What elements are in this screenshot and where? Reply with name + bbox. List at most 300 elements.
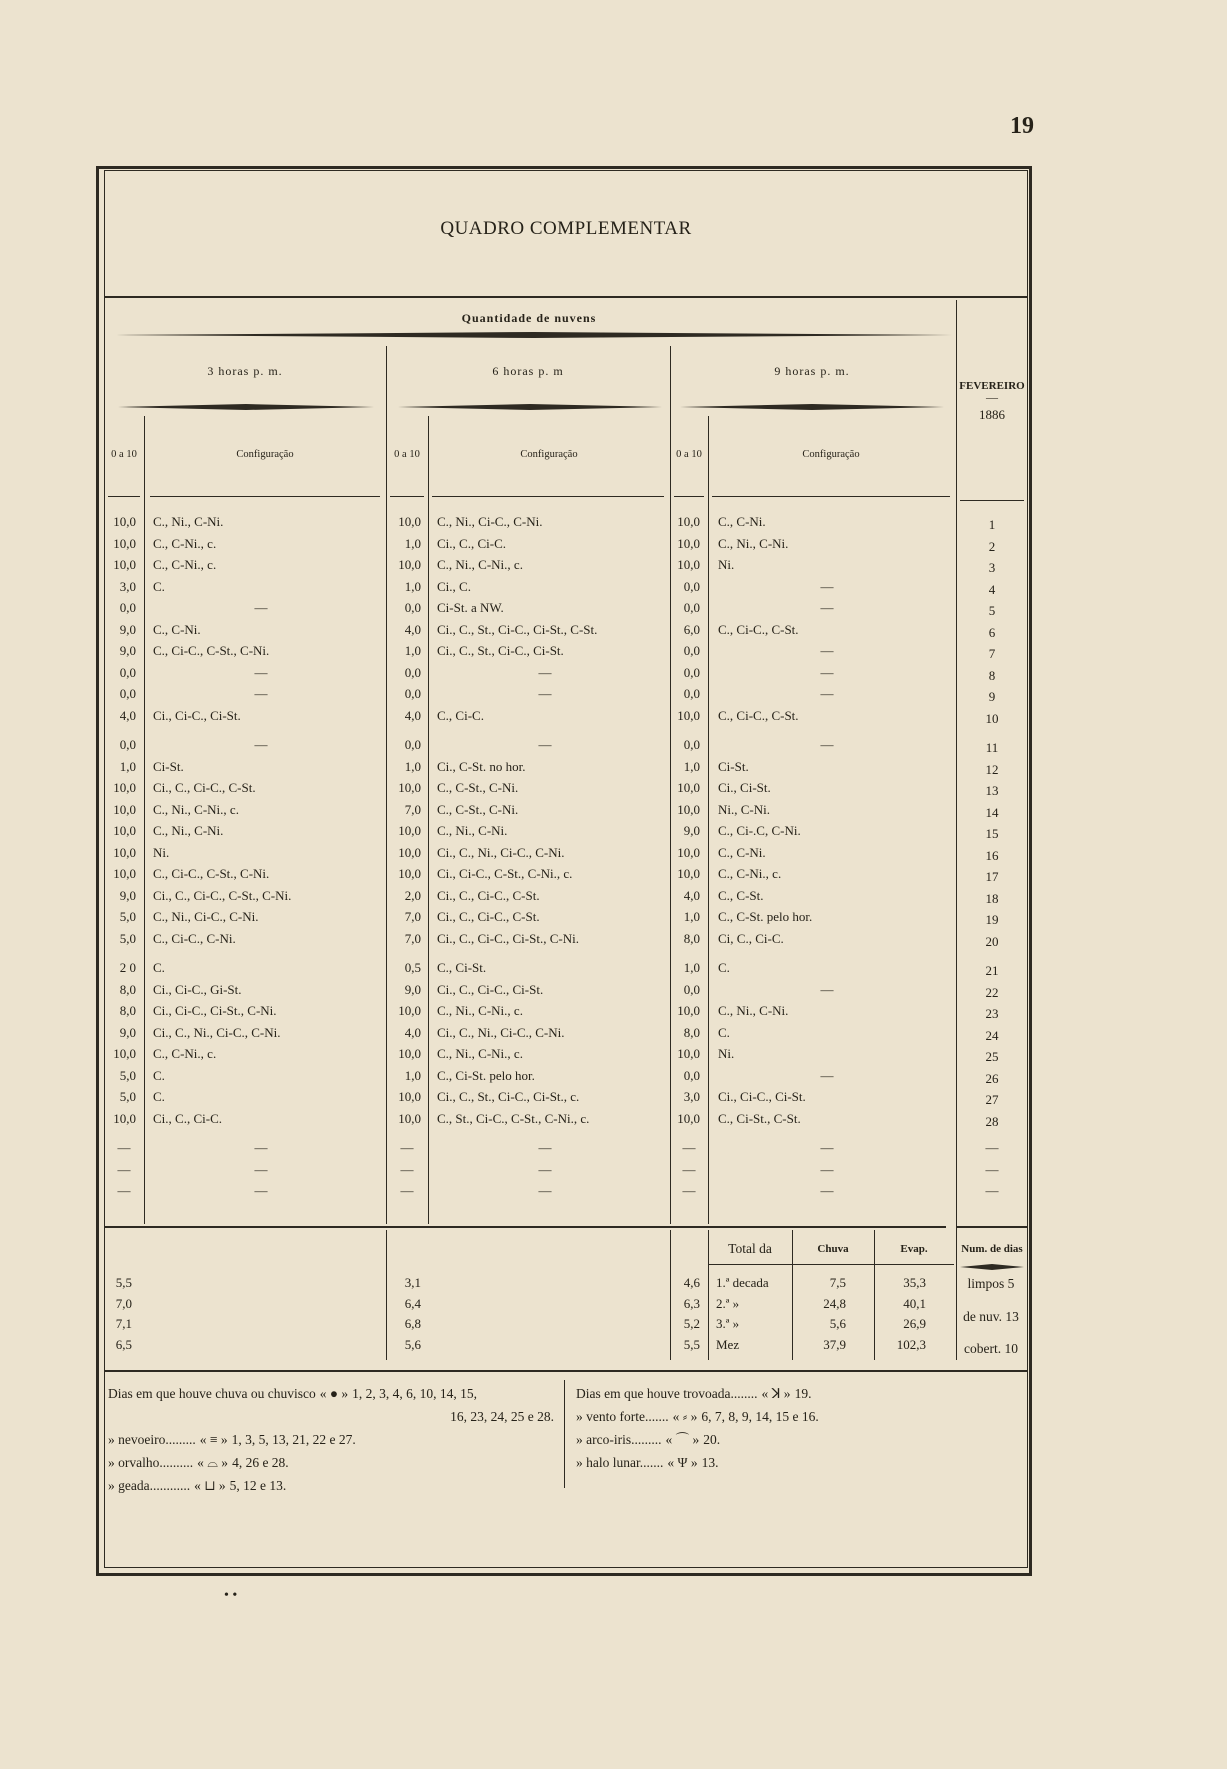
amount-3pm: — (117, 1183, 131, 1198)
config-9pm: Ni., C-Ni. (718, 801, 770, 817)
config-6pm: — (538, 1161, 552, 1177)
legend-label: Dias em que houve chuva ou chuvisco (108, 1386, 316, 1401)
config-9pm: C., Ni., C-Ni. (718, 1003, 789, 1018)
amount-6pm: 1,0 (404, 758, 421, 774)
amount-3pm: 0,0 (119, 664, 136, 680)
config-3pm: C. (153, 578, 165, 594)
config-6pm: Ci., C., Ci-C., C-St. (437, 887, 540, 903)
amount-9pm: 0,0 (683, 981, 700, 997)
config-3pm: — (254, 1161, 268, 1177)
config-3pm: C., Ci-C., C-Ni. (153, 930, 236, 946)
summary-amount-3pm: 7,1 (115, 1316, 132, 1331)
config-3pm: — (254, 686, 268, 701)
day-number: 7 (988, 646, 996, 661)
weather-symbol-icon: « ≡ » (199, 1432, 228, 1447)
config-6pm: Ci., C., Ci-C., Ci-St., C-Ni. (437, 930, 579, 946)
amount-9pm: 0,0 (683, 600, 700, 615)
day-number: 12 (985, 761, 999, 777)
data-bottom-rule-month (956, 1226, 1028, 1228)
amount-6pm: 1,0 (404, 535, 421, 551)
legend-row (108, 1386, 554, 1401)
amount-9pm: 3,0 (683, 1089, 700, 1104)
day-number: 13 (985, 783, 999, 798)
amount-3pm: 0,0 (119, 600, 136, 615)
legend-label: » arco-iris......... (576, 1432, 662, 1447)
config-6pm: C., Ni., C-Ni., c. (437, 557, 523, 572)
amount-9pm: 0,0 (683, 737, 700, 752)
legend-label: » nevoeiro......... (108, 1432, 196, 1447)
amount-3pm: 4,0 (119, 707, 136, 723)
config-9pm: — (820, 981, 834, 997)
summary-evap-header: Evap. (900, 1243, 928, 1255)
legend-label: Dias em que houve trovoada........ (576, 1386, 758, 1401)
config-3pm: C., Ci-C., C-St., C-Ni. (153, 866, 270, 881)
summary-total-header: Total da (728, 1241, 772, 1256)
config-9pm: — (820, 578, 834, 594)
config-6pm: C., C-St., C-Ni. (437, 801, 519, 817)
config-9pm: C., Ci-C., C-St. (718, 707, 799, 723)
config-6pm: Ci., Ci-C., C-St., C-Ni., c. (437, 866, 573, 881)
config-6pm: Ci., C-St. no hor. (437, 758, 526, 774)
config-3pm: C., C-Ni. (153, 621, 201, 637)
period-swell-9pm (680, 404, 944, 410)
legend-days: 16, 23, 24, 25 e 28. (450, 1409, 554, 1424)
day-number: 19 (985, 912, 999, 927)
header-rule (432, 496, 664, 497)
config-3pm: — (254, 1140, 268, 1155)
amount-9pm: 4,0 (683, 887, 700, 903)
config-6pm: Ci., C., Ni., Ci-C., C-Ni. (437, 1024, 565, 1040)
weather-symbol-icon: « ⌒ » (665, 1432, 700, 1447)
day-number: 14 (985, 804, 999, 820)
amount-6pm: 0,0 (404, 664, 421, 680)
summary-evap: 102,3 (896, 1336, 926, 1352)
amount-3pm: — (117, 1140, 131, 1155)
config-6pm: C., St., Ci-C., C-St., C-Ni., c. (437, 1110, 590, 1126)
amount-divider-9 (708, 416, 709, 1224)
amount-header-9pm: 0 a 10 (676, 449, 702, 460)
config-3pm: — (254, 664, 268, 680)
config-3pm: C., Ni., C-Ni. (153, 823, 224, 838)
summary-amount-3pm: 5,5 (115, 1275, 132, 1290)
config-3pm: Ci., C., Ci-C. (153, 1110, 222, 1126)
config-9pm: Ci., Ci-St. (718, 780, 771, 795)
header-rule (960, 500, 1024, 501)
config-3pm: C. (153, 1089, 165, 1104)
day-number: 8 (988, 667, 996, 683)
amount-6pm: 10,0 (398, 1003, 421, 1018)
amount-9pm: 9,0 (683, 823, 700, 838)
config-6pm: Ci., C., St., Ci-C., Ci-St. (437, 643, 564, 658)
config-9pm: C. (718, 960, 730, 975)
legend-days: 4, 26 e 28. (232, 1455, 289, 1470)
amount-9pm: 10,0 (677, 1046, 700, 1061)
amount-9pm: 1,0 (683, 960, 700, 975)
summary-amount-3pm: 7,0 (115, 1295, 132, 1311)
amount-9pm: 1,0 (683, 758, 700, 774)
summary-days-header: Num. de dias (961, 1243, 1023, 1255)
amount-3pm: 10,0 (113, 1046, 136, 1061)
amount-6pm: 2,0 (404, 887, 421, 903)
header-rule (390, 496, 424, 497)
amount-9pm: 10,0 (677, 801, 700, 817)
config-9pm: — (820, 686, 834, 701)
summary-rain: 37,9 (823, 1336, 846, 1352)
legend-label: » vento forte....... (576, 1409, 669, 1424)
summary-period: Mez (716, 1336, 740, 1352)
header-rule (150, 496, 380, 497)
header-rule (108, 496, 140, 497)
legend-row (576, 1455, 1022, 1470)
day-number: 17 (985, 869, 999, 884)
amount-9pm: 10,0 (677, 1003, 700, 1018)
amount-6pm: 1,0 (404, 1067, 421, 1083)
amount-6pm: 10,0 (398, 1046, 421, 1061)
config-9pm: — (820, 1183, 834, 1198)
amount-9pm: 6,0 (683, 621, 700, 637)
summary-evap: 35,3 (903, 1275, 926, 1290)
day-number: 27 (985, 1092, 999, 1107)
summary-amount-9pm: 4,6 (683, 1275, 700, 1290)
amount-3pm: 8,0 (119, 981, 136, 997)
day-number: 18 (985, 890, 999, 906)
config-3pm: C., C-Ni., c. (153, 1046, 217, 1061)
days-overcast: cobert. 10 (964, 1341, 1018, 1356)
config-6pm: C., Ci-St. pelo hor. (437, 1067, 535, 1083)
config-6pm: Ci., C. (437, 578, 471, 594)
amount-3pm: 5,0 (119, 909, 136, 924)
amount-3pm: 10,0 (113, 1110, 136, 1126)
amount-6pm: 10,0 (398, 866, 421, 881)
month-dash: — (986, 390, 998, 404)
summary-amount-9pm: 5,5 (683, 1336, 700, 1352)
summary-amount-9pm: 5,2 (683, 1316, 700, 1331)
page-number: 19 (1010, 113, 1034, 139)
amount-9pm: 0,0 (683, 643, 700, 658)
day-number: 28 (985, 1113, 999, 1129)
amount-9pm: 10,0 (677, 535, 700, 551)
legend-top-rule (104, 1370, 1028, 1372)
day-number: 5 (988, 603, 996, 618)
config-9pm: — (820, 1161, 834, 1177)
config-6pm: Ci., C., St., Ci-C., Ci-St., c. (437, 1089, 580, 1104)
config-3pm: — (254, 600, 268, 615)
config-9pm: C., C-St. (718, 887, 764, 903)
config-6pm: — (538, 664, 552, 680)
amount-3pm: 10,0 (113, 557, 136, 572)
config-3pm: C., Ni., C-Ni. (153, 514, 224, 529)
config-6pm: C., Ci-St. (437, 960, 487, 975)
amount-9pm: 10,0 (677, 557, 700, 572)
config-9pm: Ci., Ci-C., Ci-St. (718, 1089, 806, 1104)
config-header-9pm: Configuração (802, 449, 860, 460)
config-6pm: C., Ci-C. (437, 707, 484, 723)
day-number: 24 (985, 1027, 999, 1043)
config-3pm: Ci., C., Ni., Ci-C., C-Ni. (153, 1024, 281, 1040)
amount-3pm: 10,0 (113, 844, 136, 860)
summary-rain-header: Chuva (817, 1243, 849, 1255)
config-6pm: Ci., C., Ci-C., C-St. (437, 909, 540, 924)
config-6pm: Ci., C., St., Ci-C., Ci-St., C-St. (437, 621, 598, 637)
amount-9pm: — (682, 1140, 696, 1155)
config-6pm: — (538, 1183, 552, 1198)
config-9pm: C., C-Ni., c. (718, 866, 782, 881)
legend-days: 5, 12 e 13. (229, 1478, 287, 1493)
summary-amount-9pm: 6,3 (683, 1295, 700, 1311)
day-number: 3 (988, 560, 996, 575)
amount-divider-3 (144, 416, 145, 1224)
day-number: 20 (985, 933, 999, 949)
day-number: — (985, 1183, 999, 1198)
config-9pm: C., Ci-C., C-St. (718, 621, 799, 637)
amount-6pm: 1,0 (404, 578, 421, 594)
amount-9pm: — (682, 1161, 696, 1177)
amount-6pm: 10,0 (398, 844, 421, 860)
amount-3pm: 10,0 (113, 514, 136, 529)
legend-label: » halo lunar....... (576, 1455, 664, 1470)
amount-6pm: 0,0 (404, 737, 421, 752)
days-swell (956, 1264, 1028, 1270)
config-9pm: C., Ci-St., C-St. (718, 1110, 801, 1126)
amount-3pm: 10,0 (113, 801, 136, 817)
config-9pm: — (820, 643, 834, 658)
amount-3pm: 10,0 (113, 823, 136, 838)
amount-6pm: — (400, 1140, 414, 1155)
config-6pm: Ci., C., Ci-C., Ci-St. (437, 981, 544, 997)
summary-amount-3pm: 6,5 (115, 1336, 132, 1352)
amount-9pm: 0,0 (683, 578, 700, 594)
weather-symbol-icon: « ⊔ » (194, 1478, 226, 1493)
amount-6pm: 4,0 (404, 707, 421, 723)
config-3pm: Ci., C., Ci-C., C-St., C-Ni. (153, 887, 292, 903)
amount-9pm: 10,0 (677, 707, 700, 723)
amount-6pm: — (400, 1161, 414, 1177)
amount-divider-6 (428, 416, 429, 1224)
amount-3pm: — (117, 1161, 131, 1177)
config-6pm: C., C-St., C-Ni. (437, 780, 519, 795)
amount-6pm: 10,0 (398, 1110, 421, 1126)
day-number: 22 (985, 984, 999, 1000)
config-3pm: C., Ci-C., C-St., C-Ni. (153, 643, 270, 658)
config-6pm: C., Ni., Ci-C., C-Ni. (437, 514, 543, 529)
amount-3pm: 10,0 (113, 535, 136, 551)
summary-header-rule (708, 1264, 954, 1265)
amount-3pm: 9,0 (119, 1024, 136, 1040)
config-6pm: — (538, 686, 552, 701)
config-3pm: Ci., Ci-C., Gi-St. (153, 981, 242, 997)
amount-9pm: 8,0 (683, 1024, 700, 1040)
config-9pm: — (820, 600, 834, 615)
amount-6pm: 7,0 (404, 930, 421, 946)
legend-row (108, 1455, 554, 1470)
amount-6pm: 10,0 (398, 780, 421, 795)
config-3pm: C., C-Ni., c. (153, 535, 217, 551)
legend-row (108, 1432, 554, 1447)
amount-3pm: 2 0 (119, 960, 136, 975)
amount-3pm: 9,0 (119, 887, 136, 903)
config-9pm: C. (718, 1024, 730, 1040)
amount-6pm: 4,0 (404, 1024, 421, 1040)
group-header: Quantidade de nuvens (461, 311, 597, 325)
day-number: 1 (988, 517, 996, 532)
config-6pm: C., Ni., C-Ni. (437, 823, 508, 838)
amount-3pm: 9,0 (119, 643, 136, 658)
config-3pm: C., Ni., Ci-C., C-Ni. (153, 909, 259, 924)
config-9pm: C., Ni., C-Ni. (718, 535, 789, 551)
day-number: — (985, 1161, 999, 1177)
day-number: 15 (985, 826, 999, 841)
config-6pm: — (538, 737, 552, 752)
legend-label: » geada............ (108, 1478, 191, 1493)
amount-9pm: 0,0 (683, 664, 700, 680)
legend-divider (564, 1380, 565, 1488)
config-9pm: Ci-St. (718, 758, 749, 774)
amount-6pm: 0,5 (404, 960, 421, 975)
amount-9pm: — (682, 1183, 696, 1198)
day-number: 26 (985, 1070, 999, 1086)
days-cloudy: de nuv. 13 (963, 1309, 1019, 1324)
weather-symbol-icon: « Ψ » (667, 1455, 698, 1470)
config-6pm: Ci., C., Ci-C. (437, 535, 506, 551)
config-6pm: C., Ni., C-Ni., c. (437, 1046, 523, 1061)
amount-9pm: 0,0 (683, 686, 700, 701)
config-3pm: Ci., C., Ci-C., C-St. (153, 780, 256, 795)
amount-6pm: 10,0 (398, 557, 421, 572)
config-9pm: Ni. (718, 1046, 735, 1061)
amount-3pm: 3,0 (119, 578, 136, 594)
legend-label: » orvalho.......... (108, 1455, 194, 1470)
summary-amount-6pm: 5,6 (404, 1336, 421, 1352)
amount-3pm: 10,0 (113, 866, 136, 881)
day-number: 25 (985, 1049, 999, 1064)
config-9pm: — (820, 737, 834, 752)
legend-days: 20. (703, 1432, 721, 1447)
summary-rain: 5,6 (829, 1316, 846, 1331)
summary-period: 1.ª decada (716, 1275, 769, 1290)
weather-symbol-icon: « ● » (319, 1386, 349, 1401)
table-title: QUADRO COMPLEMENTAR (440, 218, 692, 239)
month-header: FEVEREIRO (959, 380, 1025, 392)
amount-6pm: 9,0 (404, 981, 421, 997)
config-6pm: Ci., C., Ni., Ci-C., C-Ni. (437, 844, 565, 860)
amount-9pm: 1,0 (683, 909, 700, 924)
amount-9pm: 10,0 (677, 780, 700, 795)
config-9pm: — (820, 1067, 834, 1083)
config-9pm: Ci, C., Ci-C. (718, 930, 784, 946)
amount-9pm: 10,0 (677, 844, 700, 860)
legend-days: 6, 7, 8, 9, 14, 15 e 16. (701, 1409, 819, 1424)
config-6pm: Ci-St. a NW. (437, 600, 504, 615)
legend-days: 19. (794, 1386, 812, 1401)
day-number: 11 (985, 740, 999, 755)
days-clear: limpos 5 (967, 1276, 1015, 1291)
day-number: 23 (985, 1006, 999, 1021)
footer-marks: • • (224, 1588, 238, 1603)
amount-9pm: 10,0 (677, 866, 700, 881)
config-3pm: C., C-Ni., c. (153, 557, 217, 572)
amount-3pm: 0,0 (119, 737, 136, 752)
config-6pm: C., Ni., C-Ni., c. (437, 1003, 523, 1018)
amount-9pm: 8,0 (683, 930, 700, 946)
weather-symbol-icon: « ⸗ » (672, 1409, 698, 1424)
summary-evap: 40,1 (903, 1295, 926, 1311)
legend-row (108, 1409, 554, 1424)
period-header-3pm: 3 horas p. m. (207, 364, 283, 378)
config-9pm: C., C-Ni. (718, 844, 766, 860)
amount-6pm: 10,0 (398, 1089, 421, 1104)
config-3pm: — (254, 1183, 268, 1198)
amount-6pm: 0,0 (404, 600, 421, 615)
year-header: 1886 (979, 407, 1005, 422)
day-number: — (985, 1140, 999, 1155)
config-9pm: C., C-Ni. (718, 514, 766, 529)
amount-6pm: 10,0 (398, 514, 421, 529)
amount-9pm: 10,0 (677, 514, 700, 529)
config-3pm: C. (153, 1067, 165, 1083)
config-9pm: C., C-St. pelo hor. (718, 909, 813, 924)
legend-row (576, 1386, 1022, 1401)
day-number: 4 (988, 581, 996, 597)
amount-6pm: 1,0 (404, 643, 421, 658)
config-9pm: — (820, 664, 834, 680)
amount-3pm: 5,0 (119, 930, 136, 946)
config-3pm: — (254, 737, 268, 752)
amount-6pm: 7,0 (404, 909, 421, 924)
summary-period: 3.ª » (716, 1316, 740, 1331)
header-rule (674, 496, 704, 497)
summary-rain: 24,8 (823, 1295, 846, 1311)
day-number: 10 (985, 710, 999, 726)
config-3pm: Ci., Ci-C., Ci-St. (153, 707, 241, 723)
amount-9pm: 10,0 (677, 1110, 700, 1126)
amount-3pm: 1,0 (119, 758, 136, 774)
legend-row (108, 1478, 554, 1493)
amount-6pm: 7,0 (404, 801, 421, 817)
title-rule (104, 296, 1028, 298)
legend-days: 1, 2, 3, 4, 6, 10, 14, 15, (352, 1386, 477, 1401)
period-header-9pm: 9 horas p. m. (774, 364, 850, 378)
day-number: 6 (988, 624, 996, 640)
config-9pm: — (820, 1140, 834, 1155)
config-3pm: C., Ni., C-Ni., c. (153, 801, 239, 817)
config-3pm: Ci., Ci-C., Ci-St., C-Ni. (153, 1003, 277, 1018)
amount-3pm: 5,0 (119, 1089, 136, 1104)
amount-6pm: — (400, 1183, 414, 1198)
amount-3pm: 0,0 (119, 686, 136, 701)
summary-amount-6pm: 3,1 (404, 1275, 421, 1290)
config-header-3pm: Configuração (236, 449, 294, 460)
amount-3pm: 9,0 (119, 621, 136, 637)
amount-6pm: 0,0 (404, 686, 421, 701)
amount-3pm: 8,0 (119, 1003, 136, 1018)
amount-header-6pm: 0 a 10 (394, 449, 420, 460)
legend-row (576, 1409, 1022, 1424)
weather-symbol-icon: « ꓘ » (761, 1386, 791, 1401)
summary-amount-6pm: 6,8 (404, 1316, 421, 1331)
amount-6pm: 4,0 (404, 621, 421, 637)
period-header-6pm: 6 horas p. m (492, 364, 564, 378)
legend-days: 1, 3, 5, 13, 21, 22 e 27. (231, 1432, 356, 1447)
header-rule (712, 496, 950, 497)
day-number: 21 (985, 963, 999, 978)
amount-3pm: 5,0 (119, 1067, 136, 1083)
amount-header-3pm: 0 a 10 (111, 449, 137, 460)
data-bottom-rule (104, 1226, 946, 1228)
config-header-6pm: Configuração (520, 449, 578, 460)
config-3pm: Ci-St. (153, 758, 184, 774)
amount-9pm: 0,0 (683, 1067, 700, 1083)
config-3pm: C. (153, 960, 165, 975)
